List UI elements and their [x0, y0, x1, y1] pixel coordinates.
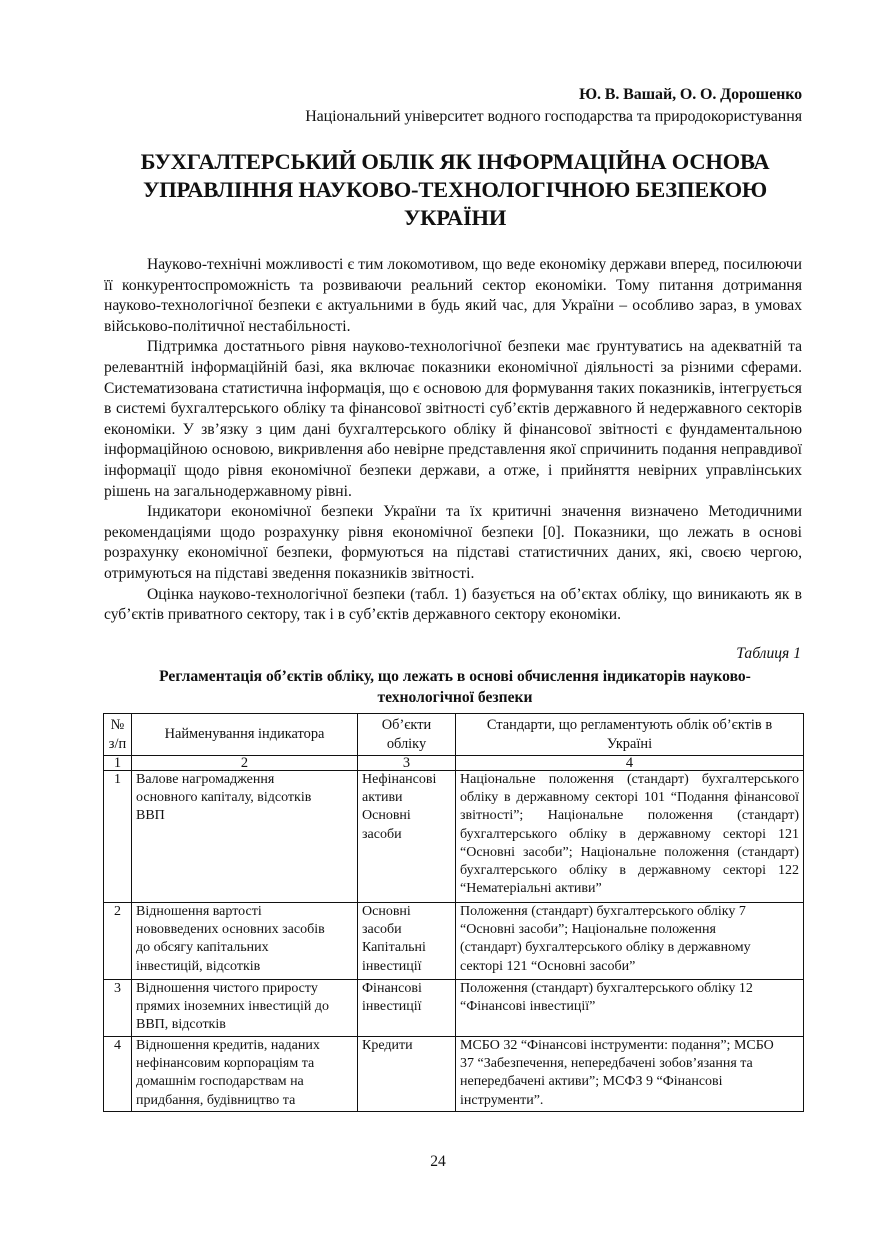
standards-line: МСБО 32 “Фінансові інструменти: подання”; МСБО — [460, 1038, 774, 1053]
paper-title — [100, 148, 810, 232]
standards-line: інструменти”. — [460, 1092, 544, 1108]
table-row — [104, 903, 804, 980]
row-objects — [358, 1037, 456, 1112]
standards-line: “Основні засоби”; Національне положення — [460, 922, 716, 938]
indicator-line: нефінансовим корпораціям та — [136, 1056, 315, 1072]
indicator-line: до обсягу капітальних — [136, 940, 269, 956]
row-standards — [456, 903, 804, 980]
indicator-line: Валове нагромадження — [136, 772, 275, 787]
header-standards-line: Україні — [606, 735, 653, 752]
row-indicator — [132, 980, 358, 1037]
standards-line: непередбачені активи”; МСФЗ 9 “Фінансові — [460, 1074, 723, 1090]
standards-line: 37 “Забезпечення, непередбачені зобов’язання та — [460, 1056, 753, 1072]
object-line: засоби — [362, 826, 402, 842]
column-number: 1 — [104, 756, 132, 771]
title-line: УПРАВЛІННЯ НАУКОВО-ТЕХНОЛОГІЧНОЮ БЕЗПЕКОЮ — [142, 177, 768, 202]
header-num-line: № — [110, 717, 125, 734]
standards-line: (стандарт) бухгалтерського обліку в державному — [460, 940, 751, 956]
paragraph: Оцінка науково-технологічної безпеки (табл. 1) базується на об’єктах обліку, що виникають як в суб’єктів приватного сектору, так і в суб’єктів державного сектору економіки. — [104, 585, 802, 624]
paragraph: Науково-технічні можливості є тим локомотивом, що веде економіку держави вперед, посилюючи її конкурентоспроможність та розвиваючи реальний сектор економіки. Тому питання дотримання науково-технологічної безпеки є актуальними в будь який час, для України – особливо зараз, в умовах військово-політичної нестабільності. — [104, 256, 802, 335]
table-row — [104, 980, 804, 1037]
column-number: 4 — [456, 756, 804, 771]
row-indicator — [132, 903, 358, 980]
header-standards — [456, 714, 804, 756]
standards-line: секторі 121 “Основні засоби” — [460, 958, 636, 974]
caption-line: технологічної безпеки — [377, 689, 533, 706]
regulation-table — [103, 713, 804, 1112]
paragraph: Індикатори економічної безпеки України та їх критичні значення визначено Методичними рекомендаціями щодо розрахунку рівня економічної безпеки [0]. Показники, що лежать в основі розрахунку економічної безпеки, формуються на підставі статистичних даних, які, своєю чергою, отримуються на підставі зведення показників звітності. — [104, 503, 802, 582]
column-number: 3 — [358, 756, 456, 771]
table-header-row — [104, 714, 804, 756]
standards-line: Положення (стандарт) бухгалтерського обліку 7 — [460, 904, 746, 919]
indicator-line: ВВП — [136, 808, 165, 824]
standards-line: “Фінансові інвестиції” — [460, 999, 596, 1015]
indicator-line: прямих іноземних інвестицій до — [136, 999, 330, 1015]
row-num: 2 — [104, 903, 132, 980]
indicator-line: придбання, будівництво та — [136, 1092, 296, 1108]
indicator-line: Відношення чистого приросту — [136, 981, 318, 996]
table-caption — [130, 666, 780, 708]
indicator-line: домашнім господарствам на — [136, 1074, 304, 1090]
table-row — [104, 1037, 804, 1112]
standards-line: Положення (стандарт) бухгалтерського обліку 12 — [460, 981, 753, 996]
body-text — [104, 255, 802, 626]
paragraph: Підтримка достатнього рівня науково-технологічної безпеки має ґрунтуватись на адекватній та релевантній інформаційній базі, яка включає показники економічної діяльності за різними сферами. Систематизована статистична інформація, що є основою для формування таких показників, інтегрується в системі бухгалтерського обліку та фінансової звітності суб’єктів державного й недержавного секторів економіки. У зв’язку з цим дані бухгалтерського обліку й фінансової звітності є фундаментальною інформаційною основою, викривлення або невірне представлення якої спричинить подання неправдивої інформації щодо рівня економічної безпеки держави, а отже, і прийняття невірних управлінських рішень на загальнодержавному рівні. — [104, 338, 802, 500]
caption-line: Регламентація об’єктів обліку, що лежать в основі обчислення індикаторів науково- — [159, 668, 751, 685]
row-standards — [456, 1037, 804, 1112]
affiliation: Національний університет водного господарства та природокористування — [305, 108, 802, 125]
title-line: УКРАЇНИ — [403, 205, 507, 230]
header-num-line: з/п — [108, 735, 127, 752]
row-num: 1 — [104, 771, 132, 903]
header-objects — [358, 714, 456, 756]
title-line: БУХГАЛТЕРСЬКИЙ ОБЛІК ЯК ІНФОРМАЦІЙНА ОСНОВА — [140, 149, 770, 174]
object-line: активи — [362, 790, 403, 806]
object-line: Основні — [362, 808, 411, 824]
row-standards — [456, 980, 804, 1037]
header-num — [104, 714, 132, 756]
object-line: інвестиції — [362, 999, 422, 1015]
row-indicator — [132, 771, 358, 903]
object-line: засоби — [362, 922, 402, 938]
indicator-line: Відношення вартості — [136, 904, 262, 919]
header-indicator: Найменування індикатора — [132, 714, 358, 756]
column-number: 2 — [132, 756, 358, 771]
header-objects-line: Об’єкти — [381, 717, 432, 734]
object-line: Нефінансові — [362, 772, 437, 787]
row-objects — [358, 903, 456, 980]
row-standards: Національне положення (стандарт) бухгалтерського обліку в державному секторі 101 “Подання фінансової звітності”; Національне положення (стандарт) бухгалтерського обліку в державному секторі 121 “Основні засоби”; Національне положення (стандарт) бухгалтерського обліку в державному секторі 122 “Нематеріальні активи” — [456, 771, 804, 903]
object-line: Кредити — [362, 1038, 413, 1053]
indicator-line: ВВП, відсотків — [136, 1017, 226, 1033]
authors: Ю. В. Вашай, О. О. Дорошенко — [579, 86, 802, 103]
column-number-row — [104, 756, 804, 771]
row-num: 3 — [104, 980, 132, 1037]
table-label: Таблиця 1 — [736, 645, 801, 662]
object-line: Капітальні — [362, 940, 426, 956]
indicator-line: Відношення кредитів, наданих — [136, 1038, 320, 1053]
row-num: 4 — [104, 1037, 132, 1112]
row-objects — [358, 771, 456, 903]
indicator-line: інвестицій, відсотків — [136, 958, 261, 974]
page-number: 24 — [430, 1153, 446, 1170]
header-standards-line: Стандарти, що регламентують облік об’єктів в — [486, 717, 773, 734]
indicator-line: основного капіталу, відсотків — [136, 790, 312, 806]
row-indicator — [132, 1037, 358, 1112]
object-line: Основні — [362, 904, 411, 919]
row-objects — [358, 980, 456, 1037]
header-objects-line: обліку — [386, 735, 427, 752]
object-line: Фінансові — [362, 981, 422, 996]
indicator-line: нововведених основних засобів — [136, 922, 325, 938]
object-line: інвестиції — [362, 958, 422, 974]
table-row — [104, 771, 804, 903]
